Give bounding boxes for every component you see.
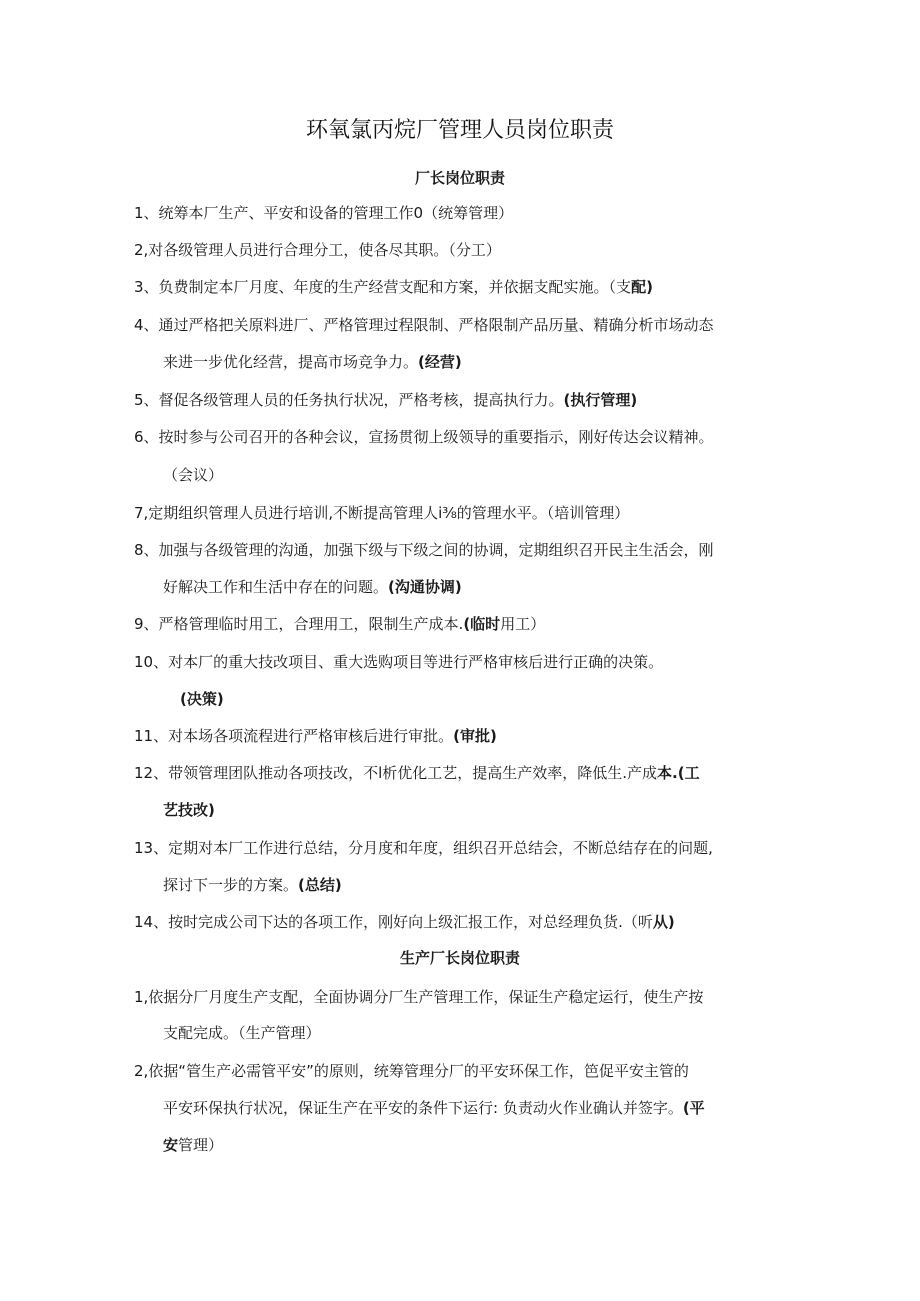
item-text: 探讨下一步的方案。 xyxy=(163,876,299,894)
list-item-line xyxy=(134,612,545,636)
list-item-line xyxy=(134,425,714,449)
item-text: 来进一步优化经营，提高市场竞争力。 xyxy=(163,353,419,371)
list-item-line xyxy=(163,1133,223,1157)
section-heading: 厂长岗位职责 xyxy=(414,169,505,187)
item-category-tag: 艺技改) xyxy=(163,801,215,819)
item-text: 14、按时完成公司下达的各项工作，刚好向上级汇报工作，对总经理负货.（听 xyxy=(134,913,653,931)
list-item-line xyxy=(134,761,700,785)
item-category-tag: (执行管理) xyxy=(563,391,638,409)
item-category-tag: (审批) xyxy=(453,727,497,745)
item-text: 10、对本厂的重大技改项目、重大选购项目等进行严格审核后进行正确的决策。 xyxy=(134,653,664,671)
item-category-tag: 安 xyxy=(163,1136,179,1154)
item-text: 1、统筹本厂生产、平安和设备的管理工作0（统筹管理） xyxy=(134,204,514,222)
list-item-line xyxy=(163,1096,705,1120)
list-item-line xyxy=(134,985,703,1009)
list-item-line xyxy=(163,798,215,822)
section-heading: 生产厂长岗位职责 xyxy=(399,949,520,967)
item-text: 2,对各级管理人员进行合理分工，使各尽其职。（分工） xyxy=(134,241,501,259)
list-item-line xyxy=(134,1059,689,1083)
item-category-tag: (总结) xyxy=(298,876,342,894)
item-text: 12、带领管理团队推动各项技改，不l析优化工艺，提高生产效率，降低生.产成 xyxy=(134,764,658,782)
item-category-tag: 本.(工 xyxy=(657,764,700,782)
list-item-line xyxy=(163,463,223,487)
item-category-tag: (沟通协调) xyxy=(388,578,462,596)
list-item-line xyxy=(180,687,224,711)
item-text: 支配完成。（生产管理） xyxy=(163,1024,321,1042)
item-text: 8、加强与各级管理的沟通，加强下级与下级之间的协调，定期组织召开民主生活会，刚 xyxy=(134,541,714,559)
item-text: 13、定期对本厂工作进行总结，分月度和年度，组织召开总结会，不断总结存在的问题, xyxy=(134,839,713,857)
item-text: 6、按时参与公司召开的各种会议，宣扬贯彻上级领导的重要指示，刚好传达会议精神。 xyxy=(134,428,714,446)
item-category-tail: 用工） xyxy=(500,615,546,633)
item-text: 4、通过严格把关原料进厂、严格管理过程限制、严格限制产品历量、精确分析市场动态 xyxy=(134,316,714,334)
list-item-line xyxy=(134,836,713,860)
item-text: 9、严格管理临时用工，合理用工，限制生产成本. xyxy=(134,615,464,633)
list-item-line xyxy=(134,538,714,562)
item-text: 好解决工作和生活中存在的问题。 xyxy=(163,578,389,596)
document-title: 环氧氯丙烷厂管理人员岗位职责 xyxy=(305,118,614,143)
list-item-line xyxy=(134,724,497,748)
item-category-tag: (决策) xyxy=(180,690,224,708)
list-item-line xyxy=(163,575,462,599)
item-category-tag: 配) xyxy=(631,278,653,296)
list-item-line xyxy=(134,275,653,299)
list-item-line xyxy=(134,313,714,337)
item-text: 2,依据“管生产必需管平安”的原则，统筹管理分厂的平安环保工作，笆促平安主管的 xyxy=(134,1062,689,1080)
item-category-tag: (经营) xyxy=(418,353,462,371)
item-category-tail: 管理） xyxy=(178,1136,224,1154)
item-text: 7,定期组织管理人员进行培训,不断提高管理人i⅜的管理水平。（培训管理） xyxy=(134,504,630,522)
list-item-line xyxy=(163,1021,321,1045)
item-category-tag: (临时 xyxy=(463,615,501,633)
item-text: 11、对本场各项流程进行严格审核后进行审批。 xyxy=(134,727,454,745)
list-item-line xyxy=(134,910,675,934)
list-item-line xyxy=(134,388,637,412)
list-item-line xyxy=(134,650,663,674)
item-text: 平安环保执行状况，保证生产在平安的条件下运行: 负责动火作业确认并签字。 xyxy=(163,1099,683,1117)
item-category-tag: (平 xyxy=(682,1099,705,1117)
list-item-line xyxy=(134,501,629,525)
item-text: 1,依据分厂月度生产支配，全面协调分厂生产管理工作，保证生产稳定运行，使生产按 xyxy=(134,988,704,1006)
list-item-line xyxy=(134,238,501,262)
list-item-line xyxy=(163,873,342,897)
item-text: 3、负费制定本厂月度、年度的生产经营支配和方案，并依据支配实施。（支 xyxy=(134,278,632,296)
item-text: 5、督促各级管理人员的任务执行状况，严格考核，提高执行力。 xyxy=(134,391,564,409)
list-item-line xyxy=(134,201,513,225)
item-text: （会议） xyxy=(163,466,224,484)
list-item-line xyxy=(163,350,462,374)
item-category-tag: 从) xyxy=(652,913,675,931)
